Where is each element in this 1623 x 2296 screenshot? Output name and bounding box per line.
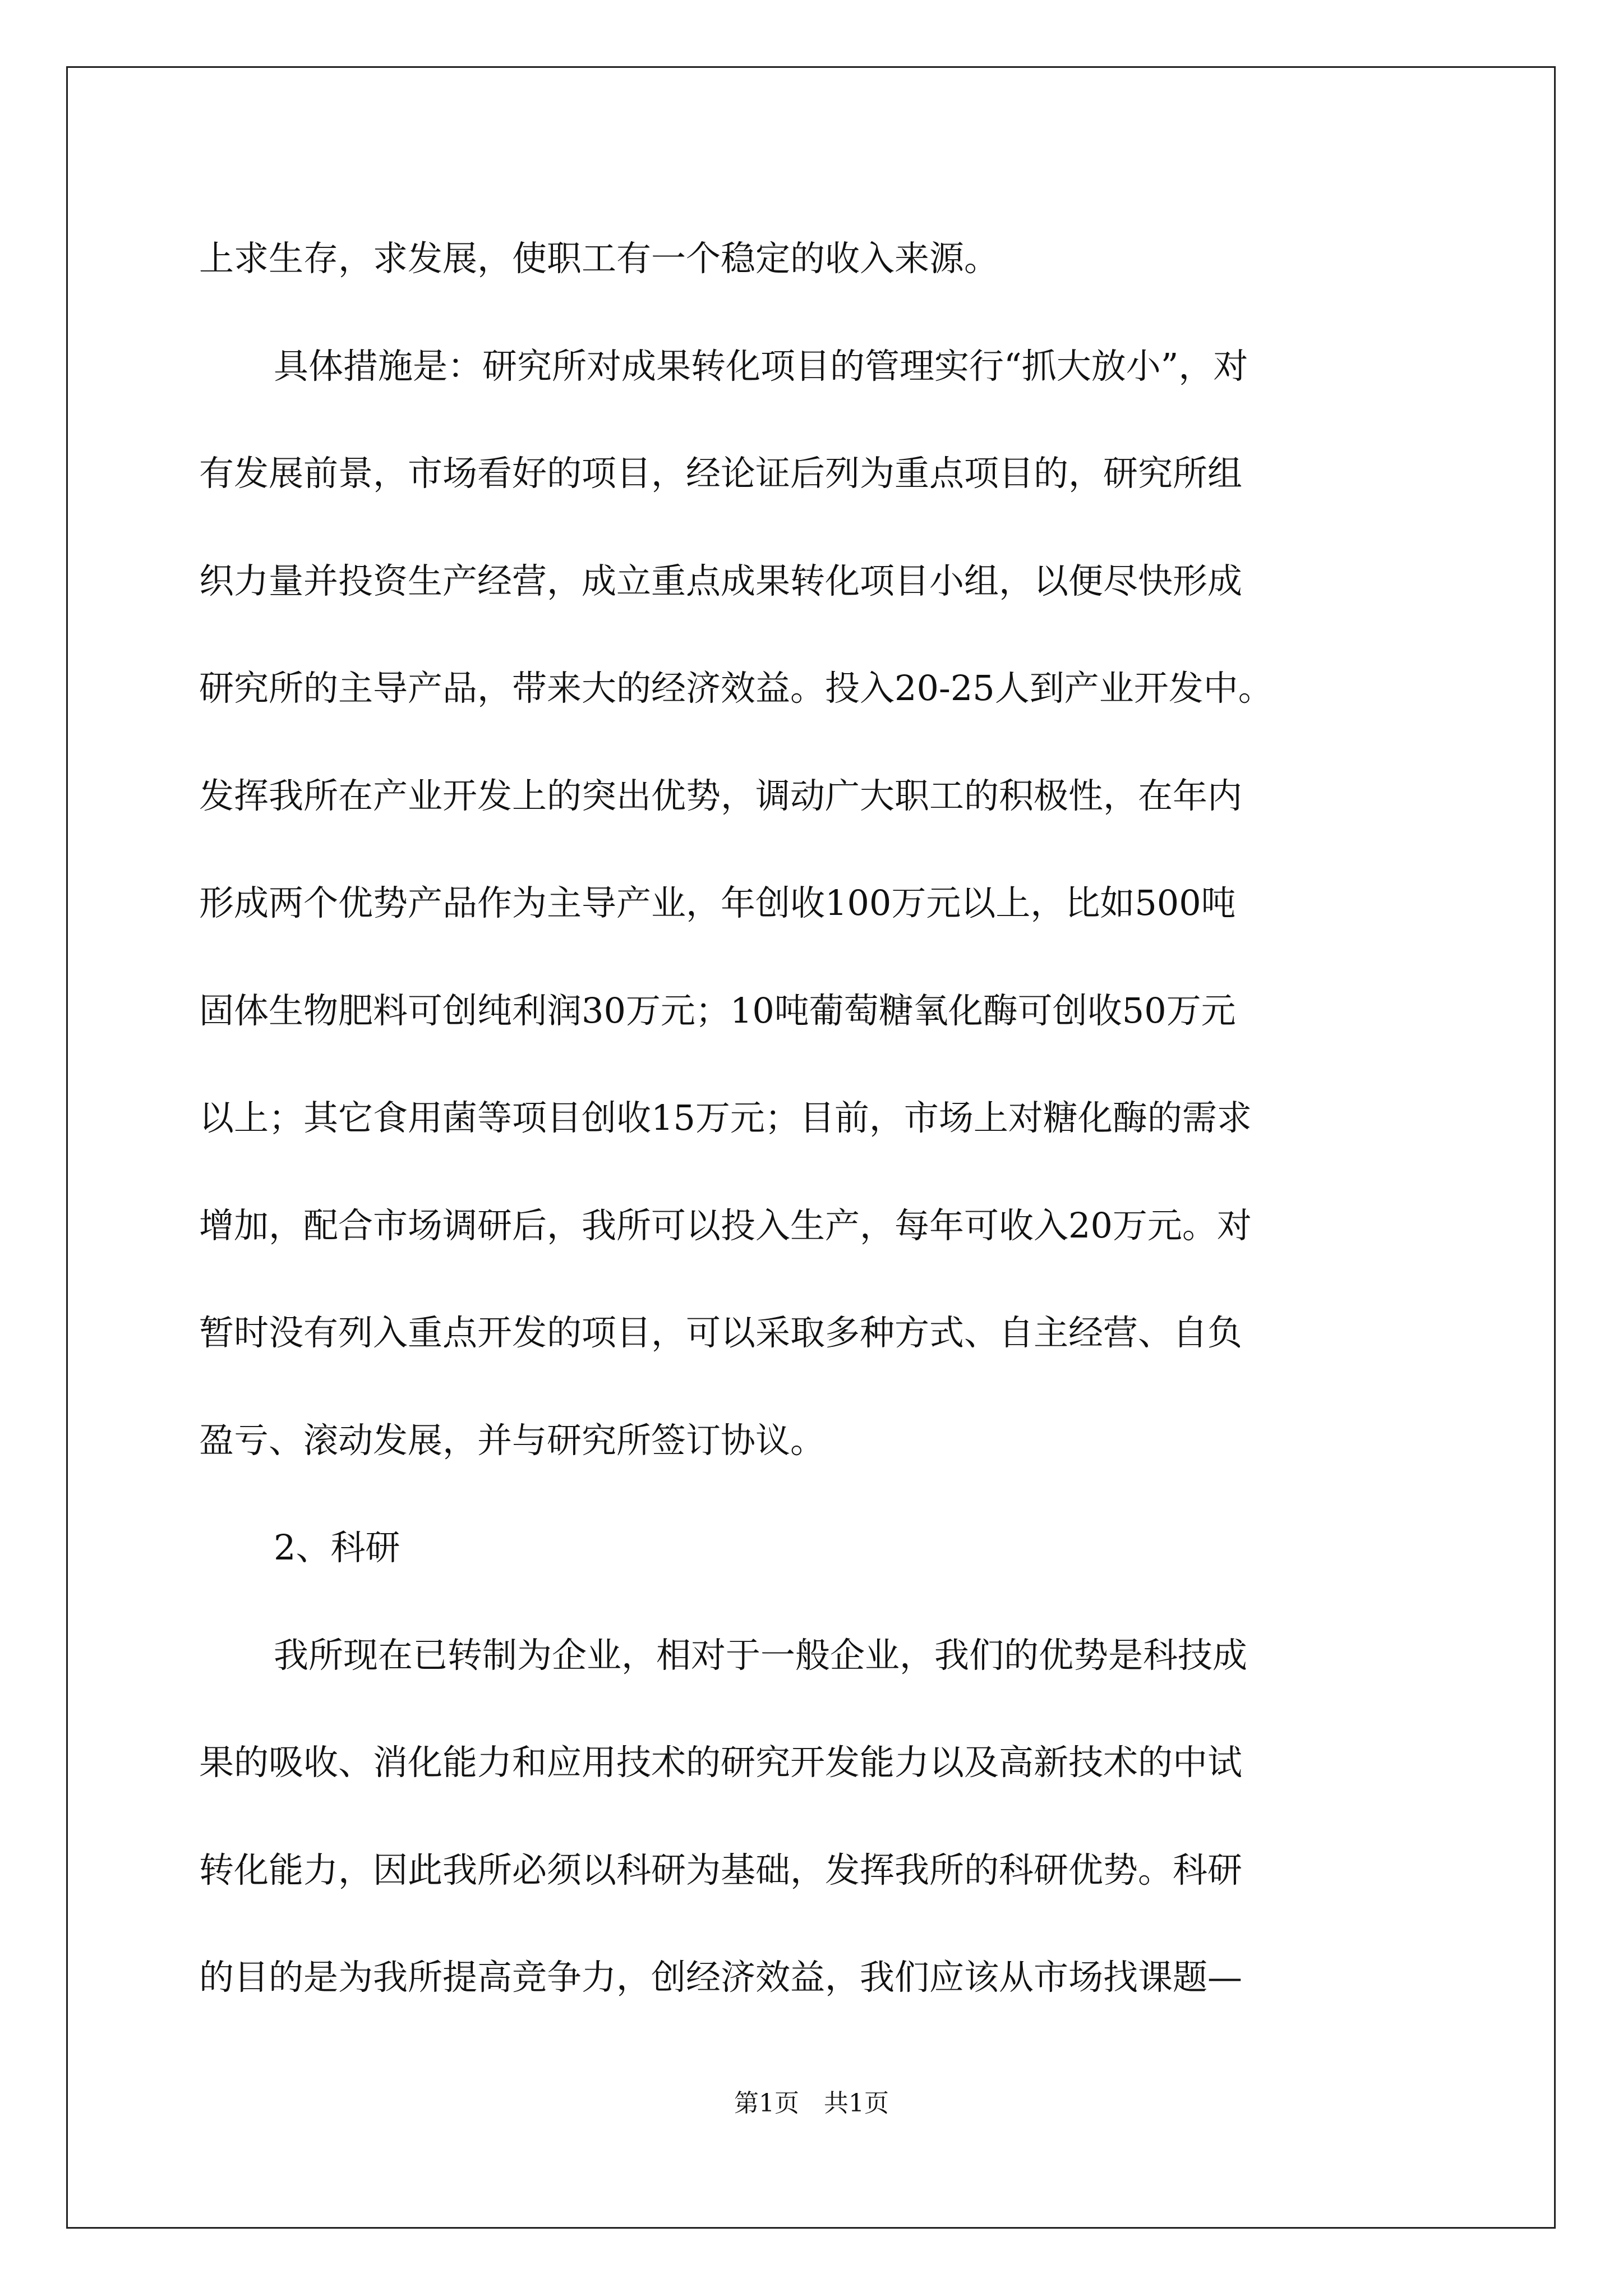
- text-line-1: 上求生存，求发展，使职工有一个稳定的收入来源。: [199, 238, 999, 279]
- text-line-7: 形成两个优势产品作为主导产业，年创收100万元以上，比如500吨: [199, 882, 1236, 923]
- text-line-10: 增加，配合市场调研后，我所可以投入生产，每年可收入20万元。对: [199, 1204, 1252, 1246]
- document-body: [199, 205, 1433, 2031]
- text-line-6: 发挥我所在产业开发上的突出优势，调动广大职工的积极性，在年内: [199, 775, 1243, 816]
- text-line-4: 织力量并投资生产经营，成立重点成果转化项目小组，以便尽快形成: [199, 560, 1243, 601]
- text-line-11: 暂时没有列入重点开发的项目，可以采取多种方式、自主经营、自负: [199, 1312, 1243, 1353]
- text-line-16: 转化能力，因此我所必须以科研为基础，发挥我所的科研优势。科研: [199, 1849, 1243, 1890]
- text-line-12: 盈亏、滚动发展，并与研究所签订协议。: [199, 1419, 826, 1461]
- text-line-5: 研究所的主导产品，带来大的经济效益。投入20-25人到产业开发中。: [199, 668, 1273, 708]
- text-line-17: 的目的是为我所提高竞争力，创经济效益，我们应该从市场找课题—: [199, 1957, 1243, 1998]
- text-line-15: 果的吸收、消化能力和应用技术的研究开发能力以及高新技术的中试: [199, 1742, 1243, 1783]
- text-line-14: 我所现在已转制为企业，相对于一般企业，我们的优势是科技成: [274, 1634, 1248, 1676]
- text-line-3: 有发展前景，市场看好的项目，经论证后列为重点项目的，研究所组: [199, 453, 1243, 494]
- text-line-9: 以上；其它食用菌等项目创收15万元；目前，市场上对糖化酶的需求: [199, 1097, 1252, 1138]
- text-line-8: 固体生物肥料可创纯利润30万元；10吨葡萄糖氧化酶可创收50万元: [199, 990, 1236, 1031]
- section-heading: 2、科研: [274, 1527, 400, 1568]
- text-line-2: 具体措施是：研究所对成果转化项目的管理实行“抓大放小”，对: [274, 345, 1248, 386]
- page-footer: 第1页 共1页: [734, 2089, 889, 2118]
